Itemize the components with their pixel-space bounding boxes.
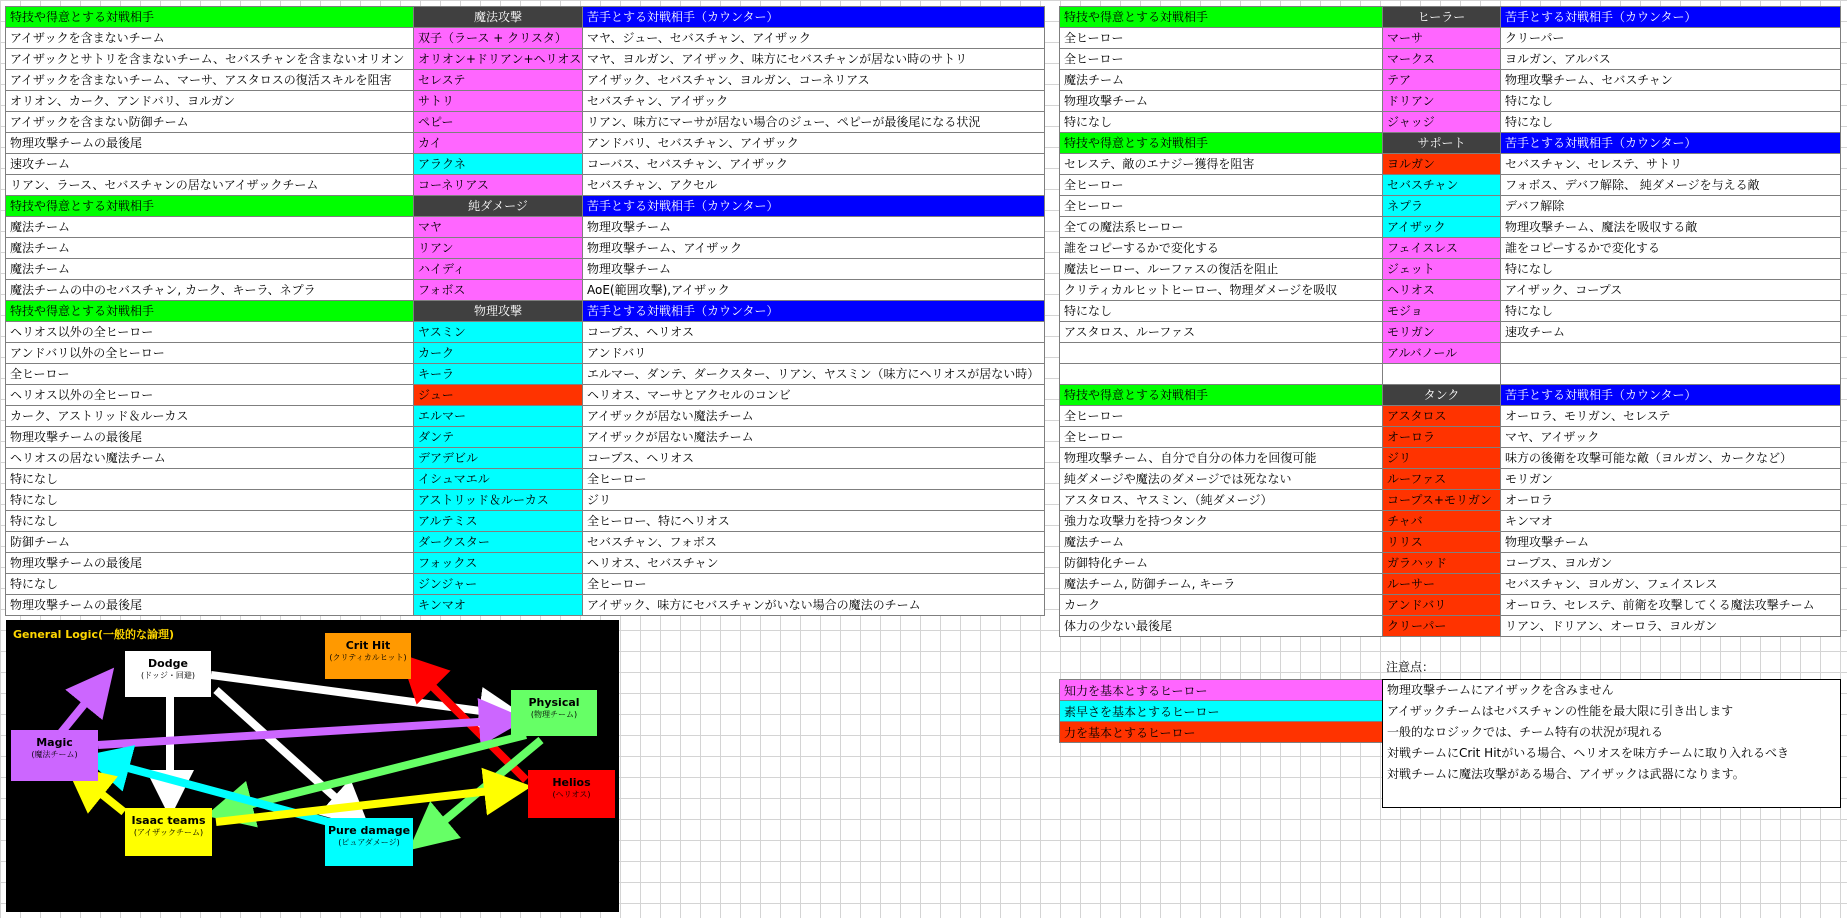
hero-row — [6, 133, 1045, 154]
hero-row — [6, 280, 1045, 301]
hero-row — [1060, 406, 1841, 427]
hero-name-cell[interactable]: モジョ — [1383, 301, 1501, 322]
legend-row — [1060, 701, 1384, 722]
hero-row — [1060, 49, 1841, 70]
counter-cell[interactable]: 速攻チーム — [1501, 322, 1841, 343]
strong-against-cell[interactable]: 全ての魔法系ヒーロー — [1060, 217, 1383, 238]
hero-row — [1060, 217, 1841, 238]
hero-name-cell[interactable]: オーロラ — [1383, 427, 1501, 448]
hero-row — [6, 532, 1045, 553]
header-category-cell[interactable]: サポート — [1383, 133, 1501, 154]
node-dodge — [125, 651, 211, 697]
hero-name-cell[interactable]: イシュマエル — [414, 469, 583, 490]
right-hero-table — [1059, 6, 1841, 637]
counter-cell[interactable]: ヨルガン、アルバス — [1501, 49, 1841, 70]
note-item: 物理攻撃チームにアイザックを含みません — [1387, 683, 1614, 697]
strong-against-cell[interactable]: セレステ、敵のエナジー獲得を阻害 — [1060, 154, 1383, 175]
hero-row — [1060, 343, 1841, 364]
hero-row — [6, 112, 1045, 133]
counter-cell[interactable]: アイザックが居ない魔法チーム — [583, 406, 1045, 427]
counter-cell[interactable]: 物理攻撃チーム — [583, 259, 1045, 280]
node-sublabel: (アイザックチーム) — [133, 828, 204, 837]
section-header-row — [1060, 133, 1841, 154]
counter-cell[interactable]: 特になし — [1501, 259, 1841, 280]
arrow-magic-to-physical — [98, 720, 511, 745]
hero-name-cell[interactable]: ダンテ — [414, 427, 583, 448]
counter-cell[interactable]: ヘリオス、セバスチャン — [583, 553, 1045, 574]
counter-cell[interactable]: アンドバリ — [583, 343, 1045, 364]
counter-cell[interactable]: コープス、ヨルガン — [1501, 553, 1841, 574]
hero-name-cell[interactable]: マークス — [1383, 49, 1501, 70]
header-counter-cell[interactable]: 苦手とする対戦相手（カウンター） — [583, 7, 1045, 28]
hero-row — [6, 322, 1045, 343]
strong-against-cell[interactable]: 体力の少ない最後尾 — [1060, 616, 1383, 637]
hero-name-cell[interactable]: コーネリアス — [414, 175, 583, 196]
hero-row — [1060, 91, 1841, 112]
hero-name-cell[interactable]: ジュー — [414, 385, 583, 406]
header-category-cell[interactable]: タンク — [1383, 385, 1501, 406]
node-magic — [11, 730, 98, 781]
node-label: Pure damage — [327, 824, 411, 837]
strong-against-cell[interactable]: カーク、アストリッド＆ルーカス — [6, 406, 414, 427]
hero-name-cell[interactable]: モリガン — [1383, 322, 1501, 343]
hero-name-cell[interactable]: フォックス — [414, 553, 583, 574]
hero-row — [1060, 511, 1841, 532]
hero-name-cell[interactable]: オリオン+ドリアン+ヘリオス — [414, 49, 583, 70]
strong-against-cell[interactable]: ヘリオス以外の全ヒーロー — [6, 385, 414, 406]
hero-row — [6, 238, 1045, 259]
notes-title: 注意点： — [1386, 660, 1435, 674]
note-item: 対戦チームに魔法攻撃がある場合、アイザックは武器になります。 — [1387, 767, 1745, 781]
hero-row — [6, 553, 1045, 574]
hero-name-cell[interactable]: ペピー — [414, 112, 583, 133]
counter-cell[interactable]: 全ヒーロー — [583, 574, 1045, 595]
counter-cell[interactable]: 特になし — [1501, 301, 1841, 322]
header-category-cell[interactable]: 物理攻撃 — [414, 301, 583, 322]
node-crit — [325, 633, 411, 679]
hero-row — [6, 448, 1045, 469]
hero-name-cell[interactable]: フォボス — [414, 280, 583, 301]
strong-against-cell[interactable]: 全ヒーロー — [1060, 196, 1383, 217]
hero-row — [1060, 259, 1841, 280]
section-header-row — [6, 7, 1045, 28]
hero-row — [6, 427, 1045, 448]
counter-cell[interactable]: コープス、ヘリオス — [583, 448, 1045, 469]
hero-name-cell[interactable]: ガラハッド — [1383, 553, 1501, 574]
strong-against-cell[interactable]: 純ダメージや魔法のダメージでは死なない — [1060, 469, 1383, 490]
strong-against-cell[interactable]: オリオン、カーク、アンドバリ、ヨルガン — [6, 91, 414, 112]
counter-cell[interactable]: アンドバリ、セバスチャン、アイザック — [583, 133, 1045, 154]
hero-name-cell[interactable]: ダークスター — [414, 532, 583, 553]
header-strong-cell[interactable]: 特技や得意とする対戦相手 — [1060, 7, 1383, 28]
strong-against-cell[interactable]: 全ヒーロー — [1060, 406, 1383, 427]
strong-against-cell[interactable]: 物理攻撃チームの最後尾 — [6, 427, 414, 448]
counter-cell[interactable]: コーバス、セバスチャン、アイザック — [583, 154, 1045, 175]
strong-against-cell[interactable]: 特になし — [1060, 301, 1383, 322]
node-label: Helios — [552, 776, 591, 789]
strong-against-cell[interactable]: 防御チーム — [6, 532, 414, 553]
notes-box — [1382, 679, 1841, 808]
hero-name-cell[interactable]: テア — [1383, 70, 1501, 91]
strong-against-cell[interactable]: 全ヒーロー — [1060, 427, 1383, 448]
counter-cell[interactable] — [1501, 343, 1841, 364]
counter-cell[interactable]: 物理攻撃チーム、アイザック — [583, 238, 1045, 259]
hero-name-cell[interactable]: カイ — [414, 133, 583, 154]
header-category-cell[interactable]: 純ダメージ — [414, 196, 583, 217]
counter-cell[interactable]: アイザック、コープス — [1501, 280, 1841, 301]
counter-cell[interactable]: オーロラ、セレステ、前衛を攻撃してくる魔法攻撃チーム — [1501, 595, 1841, 616]
strong-against-cell[interactable]: 魔法ヒーロー、ルーファスの復活を阻止 — [1060, 259, 1383, 280]
counter-cell[interactable]: モリガン — [1501, 469, 1841, 490]
node-label: Dodge — [148, 657, 188, 670]
strong-against-cell[interactable]: 誰をコピーするかで変化する — [1060, 238, 1383, 259]
hero-row — [1060, 70, 1841, 91]
hero-name-cell[interactable]: セバスチャン — [1383, 175, 1501, 196]
hero-row — [6, 469, 1045, 490]
node-label: Isaac teams — [131, 814, 206, 827]
left-hero-table — [5, 6, 1045, 616]
hero-name-cell[interactable]: チャバ — [1383, 511, 1501, 532]
counter-cell[interactable]: コープス、ヘリオス — [583, 322, 1045, 343]
hero-name-cell[interactable]: マヤ — [414, 217, 583, 238]
counter-cell[interactable]: ヘリオス、マーサとアクセルのコンビ — [583, 385, 1045, 406]
strong-against-cell[interactable]: 魔法チーム — [6, 238, 414, 259]
strong-against-cell[interactable]: アスタロス、ヤスミン、（純ダメージ） — [1060, 490, 1383, 511]
header-strong-cell[interactable]: 特技や得意とする対戦相手 — [6, 7, 414, 28]
hero-row — [1060, 322, 1841, 343]
legend-label-cell[interactable]: 力を基本とするヒーロー — [1060, 722, 1384, 743]
hero-name-cell[interactable]: ヨルガン — [1383, 154, 1501, 175]
strong-against-cell[interactable]: 全ヒーロー — [1060, 175, 1383, 196]
hero-name-cell[interactable]: アルバノール — [1383, 343, 1501, 364]
counter-cell[interactable]: オーロラ — [1501, 490, 1841, 511]
hero-name-cell[interactable]: ルーファス — [1383, 469, 1501, 490]
node-label: Magic — [36, 736, 73, 749]
hero-row — [1060, 616, 1841, 637]
hero-name-cell[interactable]: ハイディ — [414, 259, 583, 280]
counter-cell[interactable]: 物理攻撃チーム — [1501, 532, 1841, 553]
strong-against-cell[interactable]: 特になし — [6, 490, 414, 511]
strong-against-cell[interactable]: 物理攻撃チームの最後尾 — [6, 133, 414, 154]
counter-cell[interactable]: 誰をコピーするかで変化する — [1501, 238, 1841, 259]
hero-row — [6, 175, 1045, 196]
header-strong-cell[interactable]: 特技や得意とする対戦相手 — [6, 196, 414, 217]
hero-row — [1060, 595, 1841, 616]
counter-cell[interactable]: アイザックが居ない魔法チーム — [583, 427, 1045, 448]
hero-row — [1060, 28, 1841, 49]
strong-against-cell[interactable]: 物理攻撃チーム、自分で自分の体力を回復可能 — [1060, 448, 1383, 469]
header-strong-cell[interactable]: 特技や得意とする対戦相手 — [6, 301, 414, 322]
hero-name-cell[interactable]: ジェット — [1383, 259, 1501, 280]
hero-name-cell[interactable]: アンドバリ — [1383, 595, 1501, 616]
general-logic-diagram — [6, 620, 619, 912]
hero-row — [1060, 532, 1841, 553]
strong-against-cell[interactable]: 物理攻撃チーム — [1060, 91, 1383, 112]
counter-cell[interactable]: マヤ、アイザック — [1501, 427, 1841, 448]
hero-row — [1060, 112, 1841, 133]
strong-against-cell[interactable]: アイザックを含まない防御チーム — [6, 112, 414, 133]
hero-row — [6, 70, 1045, 91]
strong-against-cell[interactable]: 特になし — [6, 574, 414, 595]
hero-row — [6, 154, 1045, 175]
strong-against-cell[interactable]: ヘリオスの居ない魔法チーム — [6, 448, 414, 469]
hero-name-cell[interactable]: キンマオ — [414, 595, 583, 616]
counter-cell[interactable]: マヤ、ジュー、セバスチャン、アイザック — [583, 28, 1045, 49]
counter-cell[interactable]: エルマー、ダンテ、ダークスター、リアン、ヤスミン（味方にヘリオスが居ない時） — [583, 364, 1045, 385]
hero-name-cell[interactable]: キーラ — [414, 364, 583, 385]
node-physical — [511, 690, 597, 736]
section-header-row — [6, 301, 1045, 322]
strong-against-cell[interactable]: カーク — [1060, 595, 1383, 616]
strong-against-cell[interactable]: アンドバリ以外の全ヒーロー — [6, 343, 414, 364]
strong-against-cell[interactable]: 強力な攻撃力を持つタンク — [1060, 511, 1383, 532]
strong-against-cell[interactable]: アスタロス、ルーファス — [1060, 322, 1383, 343]
strong-against-cell[interactable]: 防御特化チーム — [1060, 553, 1383, 574]
hero-name-cell[interactable]: クリーパー — [1383, 616, 1501, 637]
node-label: Crit Hit — [345, 639, 391, 652]
hero-row — [1060, 238, 1841, 259]
strong-against-cell[interactable]: 魔法チームの中のセバスチャン, カーク、キーラ、ネプラ — [6, 280, 414, 301]
node-sublabel: (ヘリオス) — [552, 790, 591, 799]
node-sublabel: (ドッジ・回避) — [141, 671, 195, 680]
counter-cell[interactable]: 全ヒーロー — [583, 469, 1045, 490]
header-counter-cell[interactable]: 苦手とする対戦相手（カウンター） — [1501, 385, 1841, 406]
node-sublabel: (クリティカルヒット) — [329, 653, 407, 662]
strong-against-cell[interactable]: 魔法チーム — [1060, 70, 1383, 91]
counter-cell[interactable]: フォボス、デバフ解除、 純ダメージを与える敵 — [1501, 175, 1841, 196]
note-item: 対戦チームにCrit Hitがいる場合、ヘリオスを味方チームに取り入れるべき — [1387, 746, 1789, 760]
hero-row — [6, 595, 1045, 616]
hero-row — [6, 511, 1045, 532]
hero-row — [6, 385, 1045, 406]
counter-cell[interactable]: セバスチャン、アクセル — [583, 175, 1045, 196]
counter-cell[interactable]: ジリ — [583, 490, 1045, 511]
hero-name-cell[interactable] — [1383, 364, 1501, 385]
counter-cell[interactable]: セバスチャン、ヨルガン、フェイスレス — [1501, 574, 1841, 595]
note-item: 一般的なロジックでは、チーム特有の状況が現れる — [1387, 725, 1664, 739]
header-strong-cell[interactable]: 特技や得意とする対戦相手 — [1060, 385, 1383, 406]
counter-cell[interactable]: マヤ、ヨルガン、アイザック、味方にセバスチャンが居ない時のサトリ — [583, 49, 1045, 70]
hero-name-cell[interactable]: ジリ — [1383, 448, 1501, 469]
hero-name-cell[interactable]: ヘリオス — [1383, 280, 1501, 301]
strong-against-cell[interactable] — [1060, 364, 1383, 385]
strong-against-cell[interactable] — [1060, 343, 1383, 364]
strong-against-cell[interactable]: 魔法チーム — [1060, 532, 1383, 553]
counter-cell[interactable]: 全ヒーロー、特にヘリオス — [583, 511, 1045, 532]
counter-cell[interactable]: セバスチャン、アイザック — [583, 91, 1045, 112]
node-sublabel: (物理チーム) — [530, 710, 578, 719]
counter-cell[interactable]: 物理攻撃チーム — [583, 217, 1045, 238]
counter-cell[interactable]: アイザック、味方にセバスチャンがいない場合の魔法のチーム — [583, 595, 1045, 616]
hero-name-cell[interactable]: アスタロス — [1383, 406, 1501, 427]
hero-row — [6, 91, 1045, 112]
hero-name-cell[interactable]: サトリ — [414, 91, 583, 112]
strong-against-cell[interactable]: 魔法チーム — [6, 217, 414, 238]
strong-against-cell[interactable]: 全ヒーロー — [1060, 28, 1383, 49]
counter-cell[interactable]: 味方の後衛を攻撃可能な敵（ヨルガン、カークなど） — [1501, 448, 1841, 469]
node-isaac — [125, 808, 212, 856]
counter-cell[interactable] — [1501, 364, 1841, 385]
hero-row — [6, 490, 1045, 511]
strong-against-cell[interactable]: 全ヒーロー — [1060, 49, 1383, 70]
diagram-title: General Logic(一般的な論理) — [13, 628, 175, 641]
counter-cell[interactable]: オーロラ、モリガン、セレステ — [1501, 406, 1841, 427]
strong-against-cell[interactable]: 魔法チーム, 防御チーム, キーラ — [1060, 574, 1383, 595]
hero-name-cell[interactable]: ヤスミン — [414, 322, 583, 343]
hero-row — [1060, 196, 1841, 217]
counter-cell[interactable]: リアン、味方にマーサが居ない場合のジュー、ペピーが最後尾になる状況 — [583, 112, 1045, 133]
attribute-legend — [1059, 679, 1384, 743]
header-counter-cell[interactable]: 苦手とする対戦相手（カウンター） — [583, 196, 1045, 217]
strong-against-cell[interactable]: ヘリオス以外の全ヒーロー — [6, 322, 414, 343]
counter-cell[interactable]: アイザック、セバスチャン、ヨルガン、コーネリアス — [583, 70, 1045, 91]
counter-cell[interactable]: 特になし — [1501, 91, 1841, 112]
counter-cell[interactable]: デバフ解除 — [1501, 196, 1841, 217]
node-sublabel: (ピュアダメージ) — [338, 838, 400, 847]
hero-name-cell[interactable]: ジャッジ — [1383, 112, 1501, 133]
hero-name-cell[interactable]: リリス — [1383, 532, 1501, 553]
strong-against-cell[interactable]: 魔法チーム — [6, 259, 414, 280]
hero-name-cell[interactable]: デアデビル — [414, 448, 583, 469]
header-category-cell[interactable]: 魔法攻撃 — [414, 7, 583, 28]
strong-against-cell[interactable]: 特になし — [6, 469, 414, 490]
hero-name-cell[interactable]: ネプラ — [1383, 196, 1501, 217]
hero-name-cell[interactable]: アストリッド＆ルーカス — [414, 490, 583, 511]
node-helios — [528, 770, 615, 818]
note-item: アイザックチームはセバスチャンの性能を最大限に引き出します — [1387, 704, 1734, 718]
counter-cell[interactable]: AoE(範囲攻撃),アイザック — [583, 280, 1045, 301]
strong-against-cell[interactable]: 速攻チーム — [6, 154, 414, 175]
counter-cell[interactable]: リアン、ドリアン、オーロラ、ヨルガン — [1501, 616, 1841, 637]
legend-row — [1060, 722, 1384, 743]
hero-row — [1060, 301, 1841, 322]
hero-name-cell[interactable]: マーサ — [1383, 28, 1501, 49]
header-counter-cell[interactable]: 苦手とする対戦相手（カウンター） — [1501, 133, 1841, 154]
hero-name-cell[interactable]: アルテミス — [414, 511, 583, 532]
node-sublabel: (魔法チーム) — [31, 750, 78, 759]
node-pure — [325, 818, 413, 866]
header-category-cell[interactable]: ヒーラー — [1383, 7, 1501, 28]
strong-against-cell[interactable]: 物理攻撃チームの最後尾 — [6, 595, 414, 616]
hero-row — [1060, 427, 1841, 448]
hero-row — [1060, 280, 1841, 301]
hero-row — [1060, 469, 1841, 490]
hero-row — [1060, 574, 1841, 595]
header-counter-cell[interactable]: 苦手とする対戦相手（カウンター） — [1501, 7, 1841, 28]
strong-against-cell[interactable]: 物理攻撃チームの最後尾 — [6, 553, 414, 574]
strong-against-cell[interactable]: アイザックとサトリを含まないチーム、セバスチャンを含まないオリオン — [6, 49, 414, 70]
hero-name-cell[interactable]: アイザック — [1383, 217, 1501, 238]
counter-cell[interactable]: 物理攻撃チーム、魔法を吸収する敵 — [1501, 217, 1841, 238]
hero-row — [1060, 175, 1841, 196]
hero-name-cell[interactable]: エルマー — [414, 406, 583, 427]
arrow-dodge-to-physical — [211, 675, 511, 715]
hero-name-cell[interactable]: リアン — [414, 238, 583, 259]
hero-row — [1060, 553, 1841, 574]
hero-name-cell[interactable]: ジンジャー — [414, 574, 583, 595]
hero-name-cell[interactable]: フェイスレス — [1383, 238, 1501, 259]
section-header-row — [1060, 385, 1841, 406]
hero-row — [6, 28, 1045, 49]
hero-name-cell[interactable]: カーク — [414, 343, 583, 364]
hero-name-cell[interactable]: コープス+モリガン — [1383, 490, 1501, 511]
hero-name-cell[interactable]: ドリアン — [1383, 91, 1501, 112]
hero-row — [1060, 490, 1841, 511]
counter-cell[interactable]: 特になし — [1501, 112, 1841, 133]
section-header-row — [6, 196, 1045, 217]
header-strong-cell[interactable]: 特技や得意とする対戦相手 — [1060, 133, 1383, 154]
hero-name-cell[interactable]: アラクネ — [414, 154, 583, 175]
hero-row — [1060, 448, 1841, 469]
hero-name-cell[interactable]: 双子（ラース + クリスタ） — [414, 28, 583, 49]
strong-against-cell[interactable]: クリティカルヒットヒーロー、物理ダメージを吸収 — [1060, 280, 1383, 301]
strong-against-cell[interactable]: 特になし — [6, 511, 414, 532]
strong-against-cell[interactable]: リアン、ラース、セバスチャンの居ないアイザックチーム — [6, 175, 414, 196]
hero-row — [6, 406, 1045, 427]
counter-cell[interactable]: クリーパー — [1501, 28, 1841, 49]
hero-row — [6, 574, 1045, 595]
legend-label-cell[interactable]: 知力を基本とするヒーロー — [1060, 680, 1384, 701]
hero-row — [6, 259, 1045, 280]
legend-label-cell[interactable]: 素早さを基本とするヒーロー — [1060, 701, 1384, 722]
hero-name-cell[interactable]: ルーサー — [1383, 574, 1501, 595]
counter-cell[interactable]: キンマオ — [1501, 511, 1841, 532]
hero-row — [1060, 154, 1841, 175]
counter-cell[interactable]: 物理攻撃チーム、セバスチャン — [1501, 70, 1841, 91]
strong-against-cell[interactable]: アイザックを含まないチーム、マーサ、アスタロスの復活スキルを阻害 — [6, 70, 414, 91]
counter-cell[interactable]: セバスチャン、フォボス — [583, 532, 1045, 553]
header-counter-cell[interactable]: 苦手とする対戦相手（カウンター） — [583, 301, 1045, 322]
section-header-row — [1060, 7, 1841, 28]
strong-against-cell[interactable]: アイザックを含まないチーム — [6, 28, 414, 49]
strong-against-cell[interactable]: 全ヒーロー — [6, 364, 414, 385]
hero-row — [6, 343, 1045, 364]
legend-row — [1060, 680, 1384, 701]
hero-row — [6, 217, 1045, 238]
hero-row — [1060, 364, 1841, 385]
strong-against-cell[interactable]: 特になし — [1060, 112, 1383, 133]
hero-name-cell[interactable]: セレステ — [414, 70, 583, 91]
node-label: Physical — [528, 696, 580, 709]
hero-row — [6, 364, 1045, 385]
hero-row — [6, 49, 1045, 70]
counter-cell[interactable]: セバスチャン、セレステ、サトリ — [1501, 154, 1841, 175]
